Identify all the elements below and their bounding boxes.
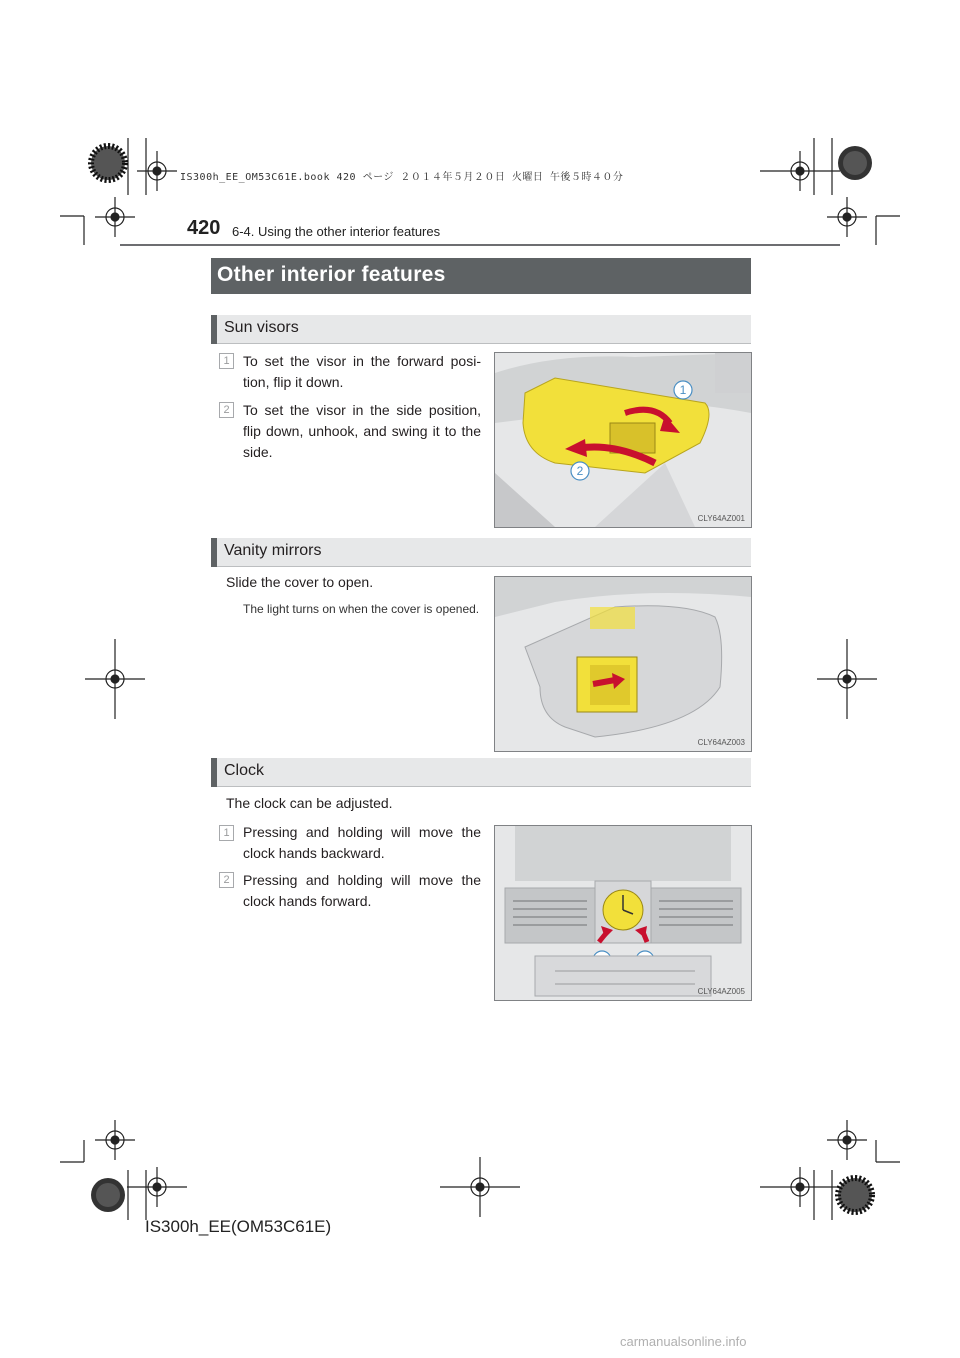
clock-step-1: Pressing and holding will move the clock hands backward. bbox=[243, 824, 481, 861]
sun-visor-figure bbox=[494, 352, 752, 528]
main-heading-text: Other interior features bbox=[217, 263, 446, 286]
watermark: carmanualsonline.info bbox=[620, 1334, 747, 1349]
step-marker-1: 1 bbox=[219, 353, 234, 369]
step-marker-1: 1 bbox=[219, 825, 234, 841]
vanity-intro: Slide the cover to open. bbox=[226, 574, 374, 590]
vanity-mirrors-heading-text: Vanity mirrors bbox=[224, 542, 322, 559]
header-rule bbox=[120, 244, 840, 246]
clock-step-2: Pressing and holding will move the clock hands forward. bbox=[243, 872, 481, 909]
sun-visors-heading-text: Sun visors bbox=[224, 319, 299, 336]
page-number: 420 bbox=[187, 217, 221, 239]
heading-bar bbox=[211, 538, 217, 567]
heading-bar bbox=[211, 315, 217, 344]
visor-callout-1: 1 bbox=[679, 383, 687, 397]
figure-code: CLY64AZ001 bbox=[697, 514, 745, 523]
printer-note: IS300h_EE_OM53C61E.book 420 ページ ２０１４年５月２０日 火曜日 午後５時４０分 bbox=[180, 172, 624, 183]
section-title: 6-4. Using the other interior features bbox=[232, 224, 441, 239]
step-marker-2: 2 bbox=[219, 402, 234, 418]
figure-code: CLY64AZ005 bbox=[697, 987, 745, 996]
footer-model: IS300h_EE(OM53C61E) bbox=[145, 1217, 332, 1236]
figure-code: CLY64AZ003 bbox=[697, 738, 745, 747]
clock-heading-text: Clock bbox=[224, 762, 265, 779]
step-marker-2: 2 bbox=[219, 872, 234, 888]
clock-heading bbox=[211, 758, 751, 787]
vanity-mirrors-heading bbox=[211, 538, 751, 567]
clock-figure bbox=[494, 825, 752, 1001]
heading-bar bbox=[211, 758, 217, 787]
sun-visors-heading bbox=[211, 315, 751, 344]
vanity-note: The light turns on when the cover is opened. bbox=[243, 602, 480, 616]
sun-visor-step-2: To set the visor in the side position, flip down, unhook, and swing it to the side. bbox=[243, 402, 481, 460]
main-heading bbox=[211, 258, 751, 294]
clock-intro: The clock can be adjusted. bbox=[226, 795, 393, 811]
vanity-mirror-figure bbox=[494, 576, 752, 752]
sun-visor-step-1: To set the visor in the forward posi-tion, flip it down. bbox=[243, 353, 481, 390]
visor-callout-2: 2 bbox=[576, 464, 584, 478]
